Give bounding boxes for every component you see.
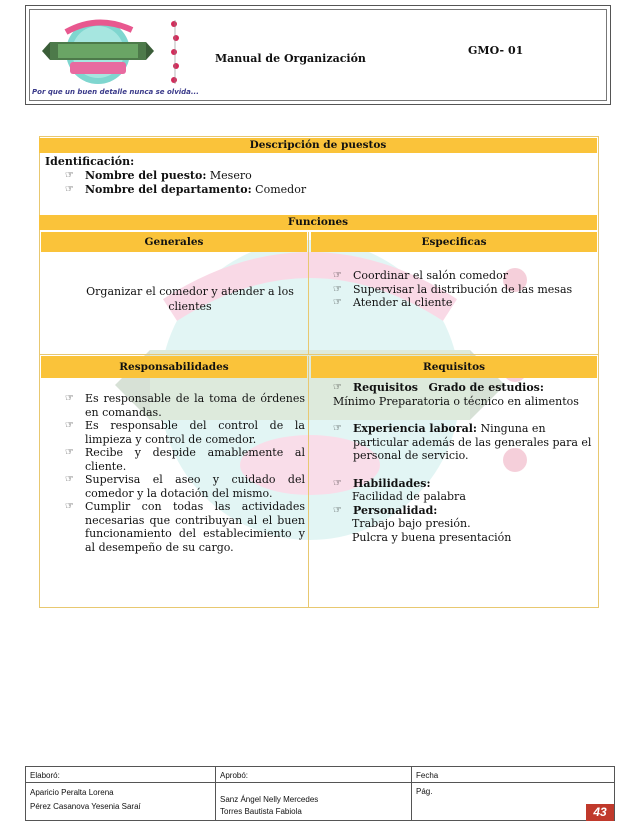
- specific-item: Supervisar la distribución de las mesas: [353, 282, 573, 296]
- document-code: GMO- 01: [468, 44, 524, 57]
- aprobo-name: Torres Bautista Fabiola: [220, 807, 302, 816]
- pointing-hand-icon: ☞: [333, 283, 342, 295]
- studies-value: Mínimo Preparatoria o técnico en alimentos: [333, 394, 579, 408]
- aprobo-label: Aprobó:: [220, 771, 249, 780]
- specific-functions-list: [333, 269, 595, 310]
- requirements-label: Requisitos: [353, 381, 418, 394]
- elaboro-name: Pérez Casanova Yesenia Saraí: [30, 802, 141, 811]
- pointing-hand-icon: ☞: [65, 170, 74, 181]
- specific-item: Coordinar el salón comedor: [353, 269, 508, 282]
- column-divider-requirements: [308, 356, 309, 608]
- job-title-value: Mesero: [209, 169, 252, 182]
- department-value: Comedor: [255, 182, 307, 196]
- responsibility-item: Es responsable del control de la limpieza y control de comedor.: [85, 419, 305, 446]
- list-item: [65, 419, 305, 446]
- general-header: Generales: [41, 232, 307, 252]
- list-item: [65, 473, 305, 500]
- list-item: [333, 504, 595, 518]
- skills-label: Habilidades:: [353, 476, 431, 490]
- elaboro-label: Elaboró:: [30, 771, 60, 780]
- job-title-key: Nombre del puesto:: [85, 169, 207, 182]
- document-header: [25, 5, 611, 105]
- experience-label: Experiencia laboral:: [353, 422, 477, 435]
- studies-label: Grado de estudios:: [428, 381, 544, 394]
- pointing-hand-icon: ☞: [333, 382, 342, 393]
- page-number: 43: [586, 804, 614, 821]
- pointing-hand-icon: ☞: [65, 183, 74, 195]
- elaboro-name: Aparicio Peralta Lorena: [30, 788, 114, 797]
- fecha-label: Fecha: [416, 771, 439, 780]
- responsibilities-header: Responsabilidades: [41, 356, 307, 378]
- list-item: [333, 296, 595, 310]
- list-item: [333, 283, 595, 297]
- column-divider-functions: [308, 232, 309, 354]
- department-key: Nombre del departamento:: [85, 182, 252, 196]
- pointing-hand-icon: ☞: [333, 423, 342, 434]
- identification-list: [65, 169, 365, 196]
- requirements-header: Requisitos: [311, 356, 597, 378]
- list-item: [333, 269, 595, 283]
- responsibility-item: Supervisa el aseo y cuidado del comedor y la dotación del mismo.: [85, 473, 305, 500]
- responsibilities-list: [65, 392, 305, 554]
- pointing-hand-icon: ☞: [65, 501, 74, 512]
- personality-value: Pulcra y buena presentación: [352, 530, 512, 544]
- experience-value: Ninguna en particular además de las generales para el personal de servicio.: [353, 422, 592, 462]
- list-item: [65, 392, 305, 419]
- list-item: [65, 500, 305, 554]
- responsibility-item: Es responsable de la toma de órdenes en comandas.: [85, 392, 305, 419]
- pointing-hand-icon: ☞: [333, 297, 342, 308]
- aprobo-name: Sanz Ángel Nelly Mercedes: [220, 795, 319, 804]
- manual-title: Manual de Organización: [215, 52, 366, 65]
- header-frame: [29, 9, 607, 101]
- signature-footer: [25, 766, 615, 821]
- requirements-list: [333, 381, 595, 544]
- row-divider: [39, 354, 599, 355]
- identification-label: Identificación:: [45, 155, 135, 168]
- list-item: [333, 477, 595, 491]
- logo-tagline: Por que un buen detalle nunca se olvida...: [32, 88, 199, 96]
- section-title-band: Descripción de puestos: [39, 138, 597, 153]
- pointing-hand-icon: ☞: [333, 477, 342, 489]
- functions-band: Funciones: [39, 215, 597, 230]
- list-item: [333, 381, 595, 395]
- responsibility-item: Recibe y despide amablemente al cliente.: [85, 446, 305, 473]
- pointing-hand-icon: ☞: [333, 504, 342, 516]
- list-item: [65, 169, 365, 183]
- list-item: [65, 183, 365, 197]
- pointing-hand-icon: ☞: [65, 447, 74, 458]
- pag-label: Pág.: [416, 787, 433, 796]
- specific-item: Atender al cliente: [353, 296, 453, 309]
- pointing-hand-icon: ☞: [65, 393, 74, 404]
- skills-value: Facilidad de palabra: [352, 490, 466, 503]
- personality-value: Trabajo bajo presión.: [352, 517, 471, 530]
- personality-label: Personalidad:: [353, 503, 438, 517]
- general-function-text: Organizar el comedor y atender a los clientes: [86, 285, 294, 313]
- pointing-hand-icon: ☞: [65, 420, 74, 431]
- pointing-hand-icon: ☞: [65, 474, 74, 485]
- list-item: [333, 422, 595, 463]
- pointing-hand-icon: ☞: [333, 270, 342, 281]
- responsibility-item: Cumplir con todas las actividades necesarias que contribuyan al el buen funcionamiento del establecimiento y al desempeño de su cargo.: [85, 500, 305, 554]
- list-item: [65, 446, 305, 473]
- specific-header: Especificas: [311, 232, 597, 252]
